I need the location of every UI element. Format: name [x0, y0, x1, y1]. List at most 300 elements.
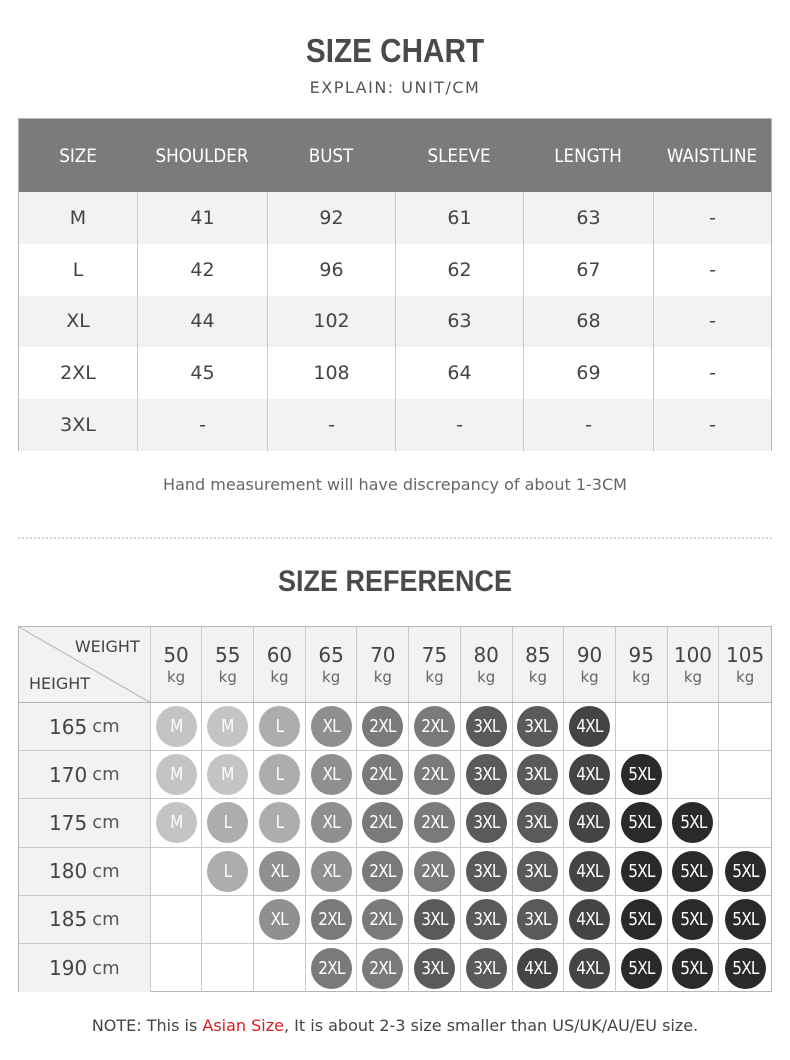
height-cell [19, 848, 151, 895]
size-badge [362, 899, 403, 940]
table-cell: 2XL [60, 362, 96, 385]
size-badge-label: M [221, 764, 234, 786]
size-badge-label: 3XL [473, 764, 500, 786]
size-badge-label: M [169, 764, 183, 786]
size-cell [719, 703, 771, 750]
size-badge [311, 948, 352, 989]
height-value: 190 [49, 956, 88, 981]
size-cell [306, 751, 358, 798]
size-badge-label: 2XL [369, 957, 396, 979]
size-cell [202, 848, 254, 895]
height-unit: cm [92, 957, 120, 979]
size-badge-label: L [275, 812, 284, 834]
size-cell [513, 896, 565, 943]
table-cell: 44 [137, 296, 267, 348]
section-divider [18, 537, 772, 539]
size-badge-label: 2XL [369, 716, 396, 738]
table-cell: 45 [137, 347, 267, 399]
size-badge-label: 4XL [576, 908, 603, 930]
table-cell: 63 [395, 296, 523, 348]
size-cell [461, 799, 513, 846]
size-cell [357, 799, 409, 846]
size-cell [719, 944, 771, 992]
size-badge [517, 851, 558, 892]
weight-unit: kg [477, 668, 496, 686]
size-badge [207, 754, 248, 795]
table-row [19, 296, 771, 348]
size-cell [151, 848, 203, 895]
size-badge [621, 802, 662, 843]
size-badge-label: 5XL [679, 908, 707, 930]
table-cell: 3XL [60, 414, 96, 437]
weight-cell [719, 627, 771, 702]
size-badge [311, 851, 352, 892]
height-cell [19, 703, 151, 750]
size-cell [564, 896, 616, 943]
size-badge [672, 948, 713, 989]
size-badge-label: 3XL [473, 860, 500, 882]
size-cell [202, 751, 254, 798]
size-cell [564, 944, 616, 992]
size-cell [151, 799, 203, 846]
height-row [19, 751, 771, 799]
size-badge-label: M [221, 716, 234, 738]
size-cell [202, 944, 254, 992]
size-badge [569, 851, 610, 892]
table-cell: - [653, 296, 771, 348]
size-badge [569, 802, 610, 843]
size-badge [311, 899, 352, 940]
size-cell [254, 944, 306, 992]
weight-value: 95 [628, 643, 654, 667]
size-cell [409, 799, 461, 846]
size-cell [616, 751, 668, 798]
size-cell [254, 751, 306, 798]
table-cell: 96 [267, 244, 395, 296]
weight-value: 50 [163, 643, 189, 667]
size-badge-label: 5XL [679, 812, 707, 834]
size-badge [156, 754, 197, 795]
size-badge [362, 802, 403, 843]
size-cell [357, 944, 409, 992]
size-cell [668, 799, 720, 846]
height-unit: cm [92, 716, 120, 738]
weight-cell [151, 627, 203, 702]
size-badge [466, 802, 507, 843]
size-badge-label: 3XL [473, 908, 500, 930]
size-badge-label: 5XL [628, 957, 655, 979]
size-badge-label: 3XL [473, 812, 500, 834]
size-badge-label: 3XL [524, 860, 551, 882]
table-cell: 67 [523, 244, 653, 296]
size-cell [719, 751, 771, 798]
size-badge [466, 948, 507, 989]
height-row [19, 799, 771, 847]
table-cell: L [72, 258, 84, 281]
table-cell: - [653, 399, 771, 451]
table-cell: - [653, 244, 771, 296]
size-badge-label: 5XL [628, 908, 655, 930]
size-cell [202, 896, 254, 943]
table-cell: 63 [523, 192, 653, 244]
size-cell [461, 944, 513, 992]
corner-cell [19, 627, 151, 703]
table-cell: 108 [267, 347, 395, 399]
size-cell [409, 944, 461, 992]
table-row [19, 192, 771, 244]
size-badge-label: 3XL [524, 908, 551, 930]
size-cell [409, 751, 461, 798]
height-row [19, 848, 771, 896]
size-cell [409, 896, 461, 943]
table-row [19, 244, 771, 296]
size-badge-label: 4XL [576, 860, 603, 882]
height-row [19, 703, 771, 751]
size-cell [357, 848, 409, 895]
size-cell [151, 944, 203, 992]
weight-unit: kg [528, 668, 547, 686]
weight-cell [254, 627, 306, 702]
size-badge-label: L [223, 860, 232, 882]
size-cell [254, 799, 306, 846]
table-cell: 69 [523, 347, 653, 399]
size-badge-label: 4XL [576, 812, 603, 834]
size-cell [151, 703, 203, 750]
size-badge-label: 2XL [318, 908, 345, 930]
size-badge [414, 899, 455, 940]
height-unit: cm [92, 812, 120, 834]
size-chart-body [19, 192, 771, 451]
table-cell: 61 [395, 192, 523, 244]
measurement-note: Hand measurement will have discrepancy of about 1-3CM [163, 475, 627, 494]
size-cell [461, 848, 513, 895]
size-badge [207, 851, 248, 892]
size-cell [719, 799, 771, 846]
size-cell [202, 703, 254, 750]
size-badge [362, 948, 403, 989]
size-badge [725, 851, 766, 892]
table-cell: M [69, 206, 87, 229]
table-row [19, 347, 771, 399]
size-badge-label: XL [270, 860, 289, 882]
size-badge-label: 2XL [421, 860, 448, 882]
weight-cell [306, 627, 358, 702]
size-badge [725, 899, 766, 940]
size-cell [461, 703, 513, 750]
size-cell [668, 944, 720, 992]
size-badge-label: L [275, 764, 284, 786]
size-badge [672, 851, 713, 892]
height-row [19, 944, 771, 992]
size-badge [672, 802, 713, 843]
size-cell [668, 896, 720, 943]
size-badge-label: 2XL [369, 908, 396, 930]
weight-unit: kg [218, 668, 237, 686]
size-badge [517, 948, 558, 989]
weight-value: 70 [370, 643, 396, 667]
size-badge [156, 706, 197, 747]
size-badge [621, 851, 662, 892]
size-cell [616, 896, 668, 943]
size-badge-label: 2XL [421, 764, 448, 786]
size-cell [616, 703, 668, 750]
size-cell [254, 896, 306, 943]
weight-unit: kg [580, 668, 599, 686]
size-badge [362, 851, 403, 892]
size-badge-label: 3XL [473, 957, 500, 979]
weight-unit: kg [270, 668, 289, 686]
size-cell [151, 751, 203, 798]
size-cell [306, 944, 358, 992]
size-badge-label: 3XL [524, 812, 551, 834]
header-shoulder: SHOULDER [155, 144, 249, 167]
size-badge [207, 706, 248, 747]
size-badge-label: 4XL [524, 957, 551, 979]
size-badge [362, 706, 403, 747]
size-badge-label: XL [322, 812, 340, 834]
height-cell [19, 799, 151, 846]
table-cell: - [395, 399, 523, 451]
size-cell [357, 751, 409, 798]
size-chart-table [18, 118, 772, 451]
size-badge-label: 2XL [421, 812, 448, 834]
size-badge [517, 754, 558, 795]
size-badge-label: 5XL [732, 957, 759, 979]
size-badge [466, 754, 507, 795]
table-cell: 92 [267, 192, 395, 244]
size-cell [668, 751, 720, 798]
size-cell [409, 848, 461, 895]
weight-unit: kg [166, 668, 186, 686]
weight-value: 55 [215, 643, 241, 667]
size-badge [569, 948, 610, 989]
weight-cell [513, 627, 565, 702]
weight-unit: kg [425, 668, 444, 686]
size-cell [306, 896, 358, 943]
size-badge [414, 851, 455, 892]
reference-title: SIZE REFERENCE [277, 565, 513, 598]
weight-unit: kg [632, 668, 651, 686]
weight-cell [461, 627, 513, 702]
weight-unit: kg [736, 668, 755, 686]
footer-note [0, 1016, 790, 1035]
size-badge-label: 5XL [679, 860, 707, 882]
table-cell: 41 [137, 192, 267, 244]
height-value: 170 [49, 762, 88, 787]
size-cell [719, 896, 771, 943]
size-cell [461, 751, 513, 798]
size-cell [513, 751, 565, 798]
height-unit: cm [92, 764, 120, 786]
size-badge [621, 754, 662, 795]
weight-value: 75 [421, 643, 448, 667]
size-badge-label: 3XL [473, 716, 500, 738]
weight-unit: kg [683, 668, 703, 686]
size-cell [513, 703, 565, 750]
asian-size-highlight: Asian Size [202, 1016, 284, 1035]
weight-header-row [19, 627, 771, 703]
size-cell [668, 703, 720, 750]
size-cell [616, 944, 668, 992]
height-value: 165 [49, 714, 88, 739]
size-cell [254, 703, 306, 750]
size-cell [564, 799, 616, 846]
size-badge [414, 754, 455, 795]
weight-value: 85 [525, 643, 551, 667]
size-badge [569, 899, 610, 940]
size-badge-label: XL [270, 908, 289, 930]
table-cell: XL [66, 310, 90, 333]
size-badge [259, 706, 300, 747]
size-cell [616, 799, 668, 846]
size-cell [202, 799, 254, 846]
header-length: LENGTH [554, 144, 622, 167]
size-badge-label: 2XL [369, 812, 396, 834]
size-badge-label: 4XL [576, 957, 603, 979]
size-badge-label: XL [322, 716, 340, 738]
size-cell [668, 848, 720, 895]
size-badge-label: M [169, 716, 183, 738]
size-badge [621, 899, 662, 940]
table-cell: 64 [395, 347, 523, 399]
size-cell [719, 848, 771, 895]
size-badge-label: XL [322, 860, 340, 882]
size-badge [517, 802, 558, 843]
size-badge [569, 706, 610, 747]
footer-note-prefix: NOTE: This is [91, 1016, 203, 1035]
size-cell [254, 848, 306, 895]
table-cell: - [137, 399, 267, 451]
table-row [19, 399, 771, 451]
size-cell [616, 848, 668, 895]
weight-unit: kg [322, 668, 341, 686]
height-unit: cm [92, 860, 120, 882]
size-badge [259, 802, 300, 843]
size-cell [357, 896, 409, 943]
size-badge-label: 4XL [576, 716, 603, 738]
size-badge-label: XL [322, 764, 340, 786]
size-cell [513, 944, 565, 992]
height-cell [19, 944, 151, 992]
height-value: 175 [49, 810, 88, 835]
size-reference-grid [18, 626, 772, 992]
size-cell [564, 848, 616, 895]
weight-cell [616, 627, 668, 702]
size-badge [517, 899, 558, 940]
table-cell: - [653, 347, 771, 399]
weight-value: 105 [726, 643, 765, 667]
size-badge [414, 948, 455, 989]
size-badge [311, 754, 352, 795]
size-cell [564, 703, 616, 750]
size-badge [414, 802, 455, 843]
size-badge-label: 2XL [369, 764, 396, 786]
header-sleeve: SLEEVE [427, 144, 491, 167]
table-cell: 42 [137, 244, 267, 296]
weight-cell [202, 627, 254, 702]
height-label: HEIGHT [29, 674, 91, 693]
weight-label: WEIGHT [74, 637, 140, 656]
size-badge [311, 802, 352, 843]
size-badge [672, 899, 713, 940]
size-badge-label: 5XL [628, 860, 655, 882]
size-badge-label: 5XL [628, 764, 655, 786]
table-cell: 102 [267, 296, 395, 348]
size-badge [259, 899, 300, 940]
size-cell [461, 896, 513, 943]
size-badge [259, 754, 300, 795]
weight-value: 80 [473, 643, 499, 667]
weight-value: 100 [673, 643, 713, 667]
weight-value: 65 [318, 643, 344, 667]
size-cell [306, 799, 358, 846]
size-badge [259, 851, 300, 892]
size-badge-label: 3XL [524, 716, 551, 738]
size-badge [311, 706, 352, 747]
size-badge-label: 2XL [369, 860, 396, 882]
size-badge [725, 948, 766, 989]
height-value: 180 [49, 859, 88, 884]
height-cell [19, 896, 151, 943]
size-badge-label: M [169, 812, 183, 834]
header-waistline: WAISTLINE [666, 144, 758, 167]
weight-value: 90 [576, 643, 603, 667]
size-badge [517, 706, 558, 747]
size-badge-label: 3XL [524, 764, 551, 786]
size-cell [357, 703, 409, 750]
size-badge [207, 802, 248, 843]
table-cell: 68 [523, 296, 653, 348]
size-badge-label: 5XL [679, 957, 707, 979]
size-cell [306, 703, 358, 750]
size-badge [621, 948, 662, 989]
page-title: SIZE CHART [305, 32, 485, 69]
size-badge-label: 4XL [576, 764, 603, 786]
size-badge [466, 851, 507, 892]
height-cell [19, 751, 151, 798]
size-chart-header [19, 119, 771, 192]
weight-cell [668, 627, 720, 702]
weight-value: 60 [266, 643, 293, 667]
table-cell: - [523, 399, 653, 451]
reference-body [19, 703, 771, 992]
header-size: SIZE [59, 144, 97, 167]
height-row [19, 896, 771, 944]
size-badge [414, 706, 455, 747]
size-badge [362, 754, 403, 795]
table-cell: 62 [395, 244, 523, 296]
size-badge-label: 5XL [628, 812, 655, 834]
size-badge [156, 802, 197, 843]
size-badge [569, 754, 610, 795]
size-badge-label: 2XL [421, 716, 448, 738]
size-cell [151, 896, 203, 943]
size-cell [513, 848, 565, 895]
size-badge-label: 3XL [421, 957, 448, 979]
footer-note-suffix: , It is about 2-3 size smaller than US/UK/AU/EU size. [284, 1016, 699, 1035]
unit-subtitle: EXPLAIN: UNIT/CM [309, 78, 481, 97]
size-badge [466, 899, 507, 940]
size-cell [306, 848, 358, 895]
weight-cell [357, 627, 409, 702]
height-value: 185 [49, 907, 88, 932]
weight-cell [564, 627, 616, 702]
size-badge [466, 706, 507, 747]
size-badge-label: 3XL [421, 908, 448, 930]
size-cell [409, 703, 461, 750]
size-cell [564, 751, 616, 798]
weight-cell [409, 627, 461, 702]
